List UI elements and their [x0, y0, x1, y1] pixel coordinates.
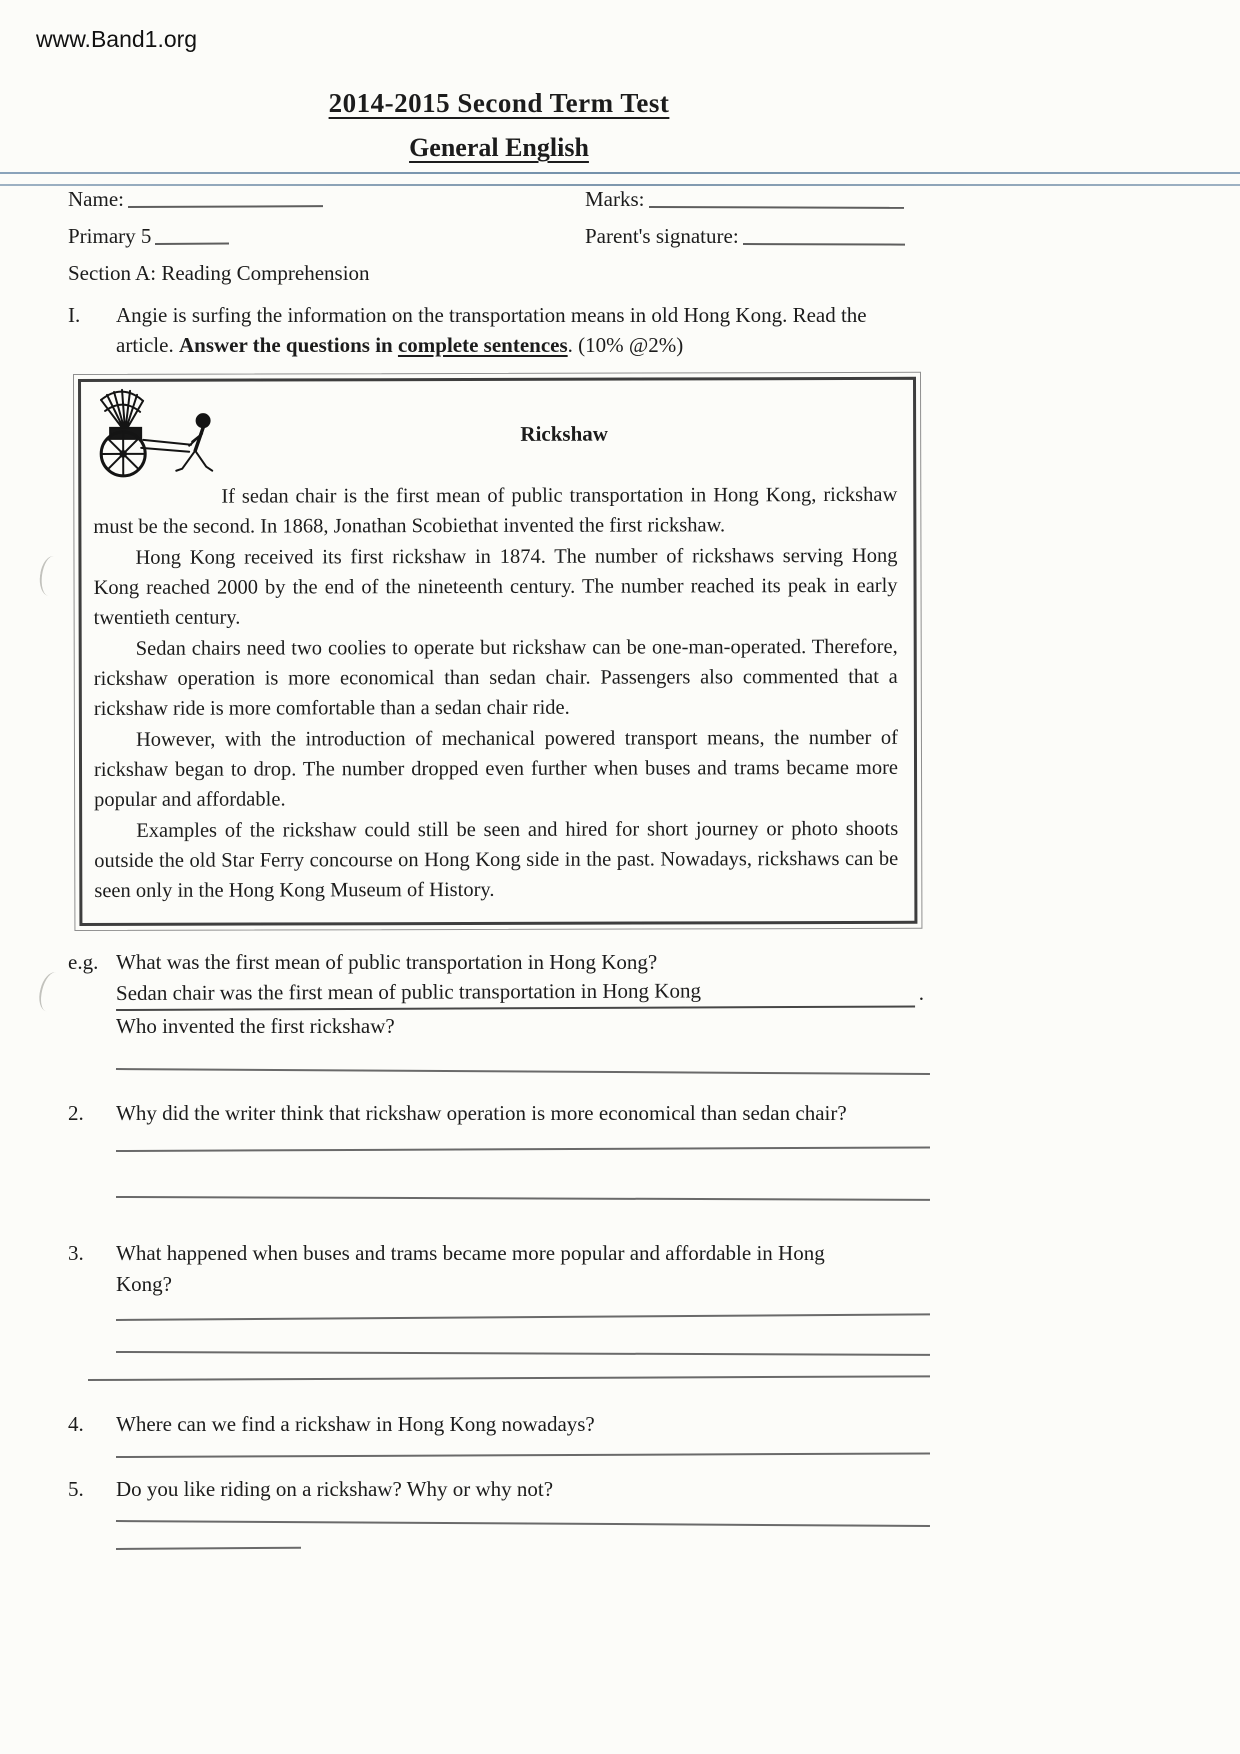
- name-field: [68, 187, 585, 212]
- instructions-bold-underline: complete sentences: [397, 333, 568, 358]
- answer-blank-line: [116, 1309, 930, 1321]
- marks-field: [585, 187, 930, 212]
- answer-blank-line: [116, 1143, 930, 1153]
- question-number-spacer: [68, 978, 116, 1011]
- signature-blank-line: [743, 241, 905, 246]
- question-number: e.g.: [68, 950, 99, 975]
- instructions-text: [116, 300, 930, 361]
- question-text: Why did the writer think that rickshaw operation is more economical than sedan chair?: [116, 1100, 847, 1125]
- rickshaw-illustration: [91, 387, 231, 479]
- answer-blank-line: [116, 1064, 930, 1075]
- marks-label: Marks:: [585, 187, 645, 211]
- question-text: What happened when buses and trams became more popular and affordable in Hong Kong?: [116, 1241, 825, 1296]
- page-content: [68, 88, 930, 1550]
- question-number: 3.: [68, 1241, 84, 1266]
- question-3: [68, 1238, 930, 1381]
- form-row-2: [68, 224, 930, 249]
- instructions-suffix: . (10% @2%): [567, 333, 684, 358]
- class-blank-line: [155, 240, 229, 245]
- question-number: 2.: [68, 1100, 84, 1125]
- question-text: What was the first mean of public transportation in Hong Kong?: [116, 950, 658, 975]
- reading-article-box: [78, 377, 917, 926]
- answer-blank-line: [116, 1448, 930, 1458]
- question-2: [68, 1098, 930, 1198]
- question-example: [68, 947, 930, 1011]
- class-label: Primary 5: [68, 224, 152, 248]
- section-a-heading: Section A: Reading Comprehension: [68, 261, 370, 285]
- example-answer-row: [116, 978, 930, 1011]
- question-1: [68, 1011, 930, 1069]
- question-text: Who invented the first rickshaw?: [116, 1014, 395, 1039]
- question-number: 4.: [68, 1412, 84, 1437]
- class-field: [68, 224, 585, 249]
- example-answer-text: Sedan chair was the first mean of public transportation in Hong Kong: [116, 974, 915, 1011]
- instructions-bold: Answer the questions in: [178, 333, 398, 358]
- article-header: [93, 388, 897, 480]
- watermark: www.Band1.org: [36, 26, 198, 52]
- article-paragraph: Examples of the rickshaw could still be seen and hired for short journey or photo shoots outside the old Star Ferry concourse on Hong Kong side in the past. Nowadays, rickshaws can be seen only in the Hong Kong Museum of History.: [94, 817, 899, 903]
- article-paragraph: However, with the introduction of mechanical powered transport means, the number of rickshaw began to drop. The number dropped even further when buses and trams became more popular and affordable.: [93, 726, 899, 812]
- questions-section: [68, 947, 930, 1550]
- article-paragraph: Sedan chairs need two coolies to operate but rickshaw can be one-man-operated. Therefore, rickshaw operation is more economical than sedan chair. Passengers also commented that a rickshaw ride is more comfortable than a sedan chair ride.: [93, 635, 898, 721]
- question-number: 5.: [68, 1476, 84, 1501]
- answer-blank-line: [116, 1347, 930, 1356]
- scan-artifact: [37, 555, 64, 598]
- roman-numeral: I.: [68, 303, 81, 327]
- page-title: 2014-2015 Second Term Test: [328, 88, 670, 118]
- answer-blank-line: [116, 1516, 930, 1527]
- marks-blank-line: [648, 204, 903, 209]
- part-i-instructions: [68, 300, 930, 361]
- instructions-prefix: Angie is surfing the information on the transportation means in old Hong Kong. Read the article.: [116, 303, 867, 358]
- answer-blank-line: [116, 1543, 301, 1550]
- question-text: Do you like riding on a rickshaw? Why or why not?: [116, 1476, 554, 1501]
- question-5: [68, 1474, 930, 1550]
- signature-field: [585, 224, 930, 249]
- article-paragraph: Hong Kong received its first rickshaw in 1874. The number of rickshaws serving Hong Kong reached 2000 by the end of the nineteenth century. The number reached its peak in early twentieth century.: [93, 544, 898, 630]
- article-title: Rickshaw: [520, 420, 608, 446]
- signature-label: Parent's signature:: [585, 224, 739, 248]
- question-text: Where can we find a rickshaw in Hong Kong nowadays?: [116, 1412, 595, 1437]
- scan-artifact: [35, 970, 66, 1014]
- page-subtitle: General English: [409, 133, 589, 162]
- article-paragraph: If sedan chair is the first mean of public transportation in Hong Kong, rickshaw must be the second. In 1868, Jonathan Scobiethat invented the first rickshaw.: [93, 483, 898, 539]
- question-4: [68, 1409, 930, 1457]
- question-number: [68, 1011, 116, 1041]
- student-info-form: [68, 187, 930, 249]
- answer-blank-line: [88, 1371, 930, 1381]
- name-blank-line: [128, 203, 323, 208]
- answer-period: .: [918, 980, 924, 1005]
- answer-blank-line: [116, 1192, 930, 1201]
- name-label: Name:: [68, 187, 124, 211]
- form-row-1: [68, 187, 930, 212]
